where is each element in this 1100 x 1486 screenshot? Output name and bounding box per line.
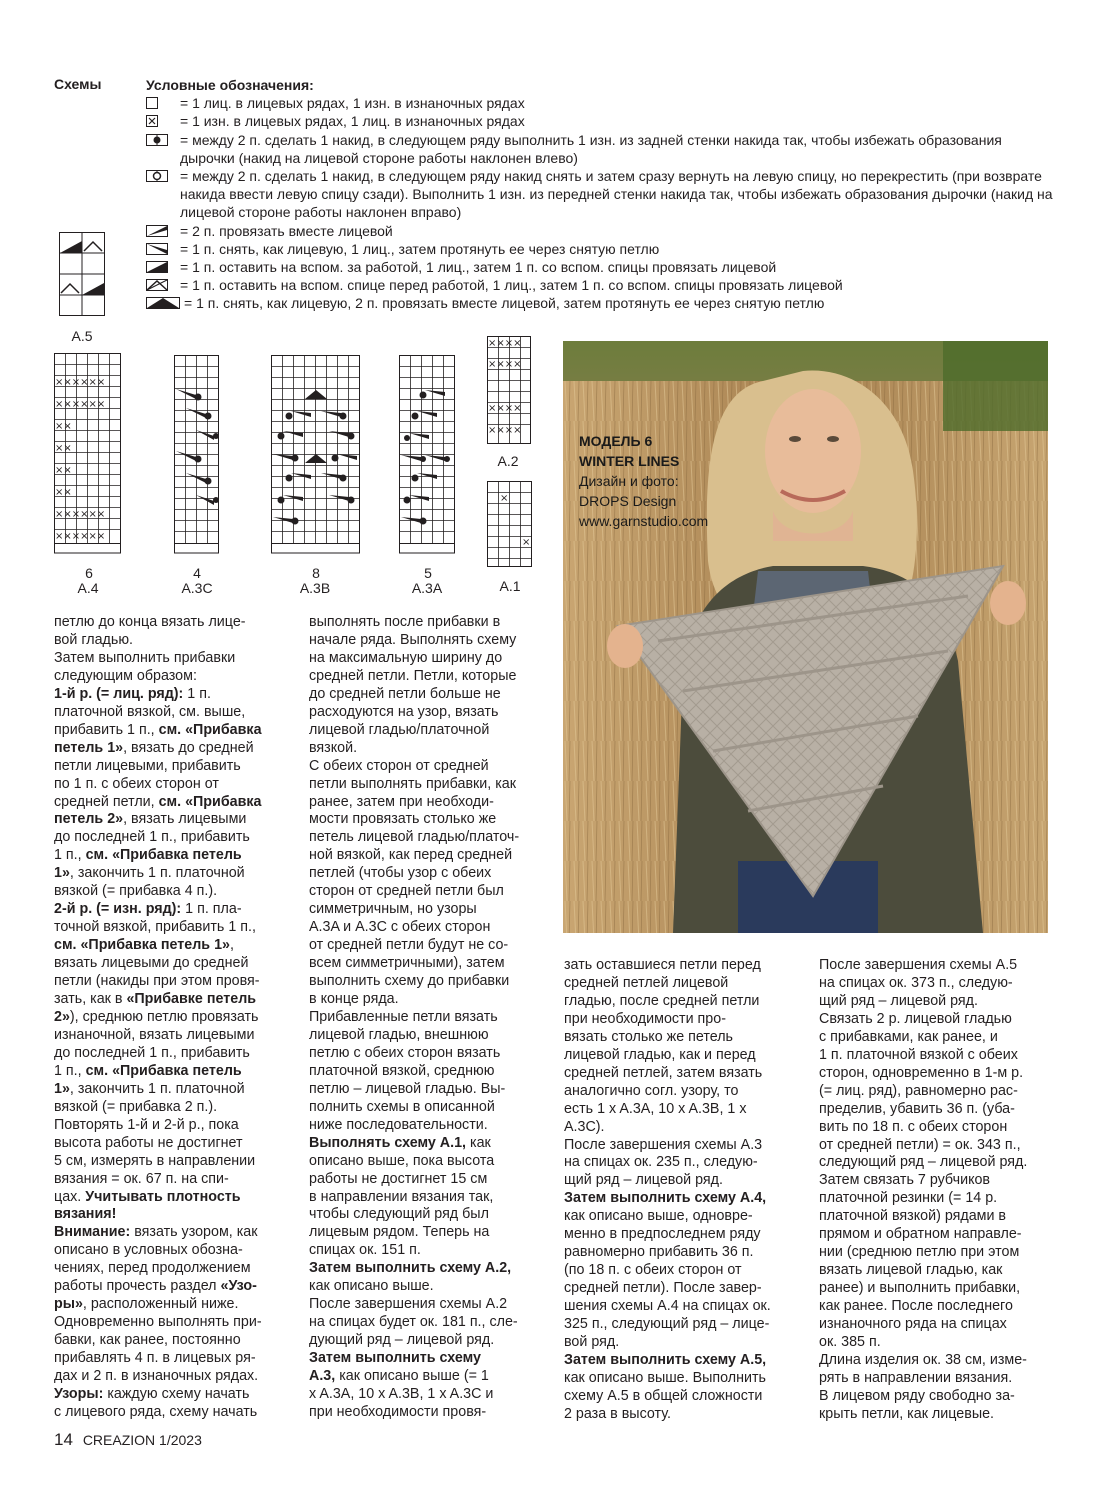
- text-line: 325 п., следующий ряд – лице-: [564, 1316, 770, 1333]
- text-line: После завершения схемы A.5: [819, 957, 1018, 973]
- text-line: на спицах ок. 373 п., следую-: [819, 974, 1013, 991]
- bold-text: 1»: [54, 865, 70, 882]
- knit-square-icon: [146, 94, 180, 112]
- legend-row: [146, 294, 1056, 312]
- chart-a3b: [271, 355, 361, 565]
- text: , расположенный ниже.: [82, 1296, 239, 1313]
- bold-text: 1-й р. (= лиц. ряд):: [54, 685, 184, 702]
- text-line: 2 раза в высоту.: [564, 1405, 671, 1422]
- purl-x-square-icon: [146, 112, 180, 130]
- text-line: [54, 1386, 294, 1404]
- text-line: [54, 1296, 294, 1314]
- text-line: вязания = ок. 67 п. на спи-: [54, 1170, 229, 1187]
- svg-text:×: ×: [500, 493, 509, 504]
- text-line: на максимальную ширину до: [309, 649, 503, 666]
- text-line: от средней петли будут не со-: [309, 937, 509, 954]
- text-line: Длина изделия ок. 38 см, изме-: [819, 1351, 1027, 1368]
- text-line: от средней петли) = ок. 343 п.,: [819, 1136, 1021, 1153]
- page-footer: [54, 1430, 202, 1450]
- text-line: сторон, одновременно в 1-м р.: [819, 1064, 1024, 1081]
- text-line: следующий ряд – лицевой ряд.: [819, 1154, 1028, 1171]
- legend-text: = 2 п. провязать вместе лицевой: [180, 222, 393, 239]
- text-line: платочной резинки (= 14 р.: [819, 1190, 998, 1207]
- text-line: прямом и обратном направле-: [819, 1226, 1022, 1243]
- bold-text: «Прибавке петель: [126, 991, 257, 1008]
- text-line: как описано выше.: [309, 1278, 434, 1295]
- text-line: начале ряда. Выполнять схему: [309, 631, 517, 648]
- text-line: как описано выше. Выполнить: [564, 1369, 766, 1386]
- text-line: выполнять после прибавки в: [309, 614, 501, 630]
- text-line: аналогично согл. узору, то: [564, 1082, 739, 1099]
- text-line: ной вязкой, как перед средней: [309, 847, 513, 864]
- text-line: вязкой.: [309, 739, 358, 756]
- text-line: вить по 18 п. с обеих сторон: [819, 1118, 1008, 1135]
- text-line: платочной вязкой) рядами в: [819, 1208, 1007, 1225]
- text-line: на спицах будет ок. 181 п., сле-: [309, 1314, 518, 1331]
- text-line: до средней петли больше не: [309, 685, 501, 702]
- text: как: [466, 1134, 491, 1151]
- text-line: нии (среднюю петлю при этом: [819, 1244, 1020, 1261]
- magazine-issue: CREAZION 1/2023: [82, 1432, 202, 1448]
- text-line: как описано выше, одновре-: [564, 1208, 753, 1225]
- bold-text: вязания!: [54, 1206, 117, 1223]
- text-line: с лицевого ряда, схему начать: [54, 1403, 258, 1420]
- svg-text:××: ××: [55, 487, 72, 498]
- bold-text: Учитывать плотность: [85, 1188, 241, 1205]
- text-line: чениях, перед продолжением: [54, 1260, 251, 1277]
- chart-count-a3a: 5: [424, 565, 432, 581]
- text-line: пределив, убавить 36 п. (уба-: [819, 1100, 1015, 1117]
- text-line: [54, 847, 294, 865]
- bold-text: петель 1»: [54, 739, 124, 756]
- text-line: дующий ряд – лицевой ряд.: [309, 1332, 495, 1349]
- text-line: прибавлять 4 п. в лицевых ря-: [54, 1350, 256, 1367]
- text-line: [564, 1190, 804, 1208]
- text-line: вой гладью.: [54, 631, 134, 648]
- chart-count-a4: 6: [85, 565, 93, 581]
- legend-text: = 1 п. оставить на вспом. за работой, 1 лиц., затем 1 п. со вспом. спицы провязать лицевой: [180, 259, 777, 276]
- bold-text: Затем выполнить схему A.5,: [564, 1351, 767, 1368]
- text-line: на спицах ок. 235 п., следую-: [564, 1154, 758, 1171]
- text-line: Повторять 1-й и 2-й р., пока: [54, 1116, 239, 1133]
- text-line: 5 см, измерять в направлении: [54, 1152, 256, 1169]
- svg-text:××××××: ××××××: [55, 399, 106, 410]
- legend-row: [146, 167, 1056, 222]
- text-line: зать оставшиеся петли перед: [564, 957, 761, 973]
- text-line: петли (накиды при этом провя-: [54, 973, 260, 990]
- chart-count-a3b: 8: [312, 565, 320, 581]
- text-line: как ранее. После последнего: [819, 1298, 1013, 1315]
- legend-text: = 1 лиц. в лицевых рядах, 1 изн. в изнаночных рядах: [180, 95, 525, 112]
- svg-text:××××: ××××: [488, 359, 522, 370]
- legend-text: = 1 п. оставить на вспом. спице перед работой, 1 лиц., затем 1 п. со вспом. спицы провязать лицевой: [180, 277, 843, 294]
- text-line: петли лицевыми, прибавить: [54, 757, 241, 774]
- text: ), среднюю петлю провязать: [69, 1008, 259, 1025]
- text-line: петлю – лицевой гладью. Вы-: [309, 1080, 506, 1097]
- text: , закончить 1 п. платочной: [69, 1080, 245, 1097]
- bold-text: петель 2»: [54, 811, 124, 828]
- legend-text: = 1 п. снять, как лицевую, 2 п. провязать вместе лицевой, затем протянуть ее через снятую петлю: [184, 295, 825, 312]
- svg-text:××××××: ××××××: [55, 531, 106, 542]
- chart-count-a3c: 4: [193, 565, 201, 581]
- legend-text: = между 2 п. сделать 1 накид, в следующем ряду выполнить 1 изн. из задней стенки накида так, чтобы избежать образования дырочки (накид на лицевой стороне работы наклонен влево): [180, 131, 1002, 166]
- bold-text: A.3,: [309, 1368, 336, 1385]
- text: 1 п.,: [54, 847, 86, 864]
- text-line: высота работы не достигнет: [54, 1134, 243, 1151]
- sk2p-icon: [146, 294, 184, 312]
- text-line: с прибавками, как ранее, и: [819, 1028, 998, 1045]
- text-line: Затем связать 7 рубчиков: [819, 1172, 991, 1189]
- credit-label: Дизайн и фото:: [579, 473, 679, 489]
- website: www.garnstudio.com: [579, 513, 709, 529]
- chart-a4: [54, 353, 122, 563]
- legend-row: [146, 94, 1056, 112]
- text-line: [54, 794, 294, 812]
- text-line: дах и 2 п. в изнаночных рядах.: [54, 1368, 259, 1385]
- text-column-2: [309, 614, 549, 1422]
- text: как описано выше (= 1: [335, 1368, 489, 1385]
- text-line: петлей (чтобы узор с обеих: [309, 865, 492, 882]
- bold-text: Затем выполнить схему A.2,: [309, 1260, 512, 1277]
- text-line: в направлении вязания так,: [309, 1188, 494, 1205]
- text-line: изнаночной, вязать лицевыми: [54, 1026, 255, 1043]
- text-line: средней петлей, затем вязать: [564, 1064, 763, 1081]
- photo-caption: [579, 431, 708, 531]
- text-line: [54, 686, 294, 704]
- text-line: спицах ок. 151 п.: [309, 1242, 421, 1259]
- text-line: менно в предпоследнем ряду: [564, 1226, 761, 1243]
- text-line: вязать лицевыми до средней: [54, 955, 249, 972]
- text-line: шения схемы A.4 на спицах ок.: [564, 1298, 771, 1315]
- bold-text: 2»: [54, 1008, 70, 1025]
- text-line: изнаночного ряда на спицах: [819, 1316, 1007, 1333]
- text: 1 п.,: [54, 1062, 86, 1079]
- bold-text: см. «Прибавка: [158, 721, 262, 738]
- bold-text: ры»: [54, 1296, 83, 1313]
- text-line: вязкой (= прибавка 4 п.).: [54, 883, 218, 900]
- text-line: Одновременно выполнять при-: [54, 1314, 262, 1331]
- text-line: [54, 937, 294, 955]
- text-line: 1 п. платочной вязкой с обеих: [819, 1046, 1018, 1063]
- text: , вязать до средней: [123, 739, 254, 756]
- text-line: средней петли). После завер-: [564, 1280, 762, 1297]
- bold-text: 2-й р. (= изн. ряд):: [54, 901, 182, 918]
- text-line: при необходимости про-: [564, 1010, 726, 1027]
- text-line: [309, 1368, 549, 1386]
- text-line: [54, 865, 294, 883]
- text-line: сторон от средней петли был: [309, 883, 504, 900]
- text-line: ранее) и выполнить прибавки,: [819, 1280, 1021, 1297]
- legend-row: [146, 240, 1056, 258]
- text-line: гладью, после средней петли: [564, 992, 760, 1009]
- text-line: по 1 п. с обеих сторон от: [54, 775, 219, 792]
- text-line: средней петлей лицевой: [564, 974, 729, 991]
- legend-row: [146, 258, 1056, 276]
- legend: [146, 76, 1056, 313]
- text-line: платочной вязкой, среднюю: [309, 1062, 495, 1079]
- bold-text: Узоры:: [54, 1385, 104, 1402]
- text-line: [309, 1135, 549, 1153]
- text-column-1: [54, 614, 294, 1422]
- text-line: ранее, затем при необходи-: [309, 793, 494, 810]
- text-line: до последней 1 п., прибавить: [54, 1044, 250, 1061]
- legend-row: [146, 112, 1056, 130]
- bold-text: Внимание:: [54, 1224, 131, 1241]
- text-line: лицевой гладью, внешнюю: [309, 1026, 489, 1043]
- text: прибавить 1 п.,: [54, 721, 159, 738]
- text-line: петель лицевой гладью/платоч-: [309, 829, 520, 846]
- text-line: Затем выполнить прибавки: [54, 649, 236, 666]
- text-line: петли выполнять прибавки, как: [309, 775, 516, 792]
- yarn-over-left-icon: [146, 131, 180, 149]
- text-line: лицевым рядом. Теперь на: [309, 1224, 490, 1241]
- text: , вязать лицевыми: [123, 811, 247, 828]
- text-line: [54, 991, 294, 1009]
- chart-a5: [59, 232, 107, 316]
- text-line: крыть петли, как лицевые.: [819, 1405, 995, 1422]
- text-line: есть 1 x A.3A, 10 x A.3B, 1 x: [564, 1100, 747, 1117]
- text-line: x A.3A, 10 x A.3B, 1 x A.3C и: [309, 1385, 494, 1402]
- chart-a2: [487, 336, 531, 446]
- text-line: В лицевом ряду свободно за-: [819, 1387, 1015, 1404]
- text-line: A.3C).: [564, 1118, 605, 1135]
- text: каждую схему начать: [103, 1385, 250, 1402]
- text: вязать узором, как: [130, 1224, 258, 1241]
- text-line: (по 18 п. с обеих сторон от: [564, 1262, 742, 1279]
- text: 1 п.: [183, 685, 211, 702]
- chart-label-a1: A.1: [499, 578, 521, 594]
- text-line: Прибавленные петли вязать: [309, 1008, 498, 1025]
- text-line: в конце ряда.: [309, 991, 399, 1008]
- legend-row: [146, 276, 1056, 294]
- text-column-4: [819, 957, 1059, 1424]
- text-line: чтобы следующий ряд был: [309, 1206, 489, 1223]
- text-line: выполнить схему до прибавки: [309, 973, 510, 990]
- chart-label-a3c: A.3C: [181, 580, 213, 596]
- text: средней петли,: [54, 793, 159, 810]
- text-line: вязать столько же петель: [564, 1028, 734, 1045]
- text-line: рять в направлении вязания.: [819, 1369, 1013, 1386]
- text: 1 п. пла-: [181, 901, 242, 918]
- text-line: мости провязать столько же: [309, 811, 497, 828]
- text-line: (= лиц. ряд), равномерно рас-: [819, 1082, 1018, 1099]
- page-number: 14: [54, 1430, 73, 1449]
- text-line: вязкой (= прибавка 2 п.).: [54, 1098, 218, 1115]
- text-line: схему A.5 в общей сложности: [564, 1387, 763, 1404]
- text-line: бавки, как ранее, постоянно: [54, 1332, 241, 1349]
- legend-text: = 1 п. снять, как лицевую, 1 лиц., затем протянуть ее через снятую петлю: [180, 240, 660, 257]
- text-line: описано выше, пока высота: [309, 1152, 495, 1169]
- text-line: вой ряд.: [564, 1334, 620, 1351]
- svg-text:××××: ××××: [488, 403, 522, 414]
- text: цах.: [54, 1188, 86, 1205]
- text-line: [309, 1260, 549, 1278]
- designer-name: DROPS Design: [579, 493, 677, 509]
- bold-text: Выполнять схему A.1,: [309, 1134, 467, 1151]
- text-line: [54, 1009, 294, 1027]
- svg-text:××: ××: [55, 465, 72, 476]
- section-title: Схемы: [54, 76, 102, 92]
- text-line: [54, 811, 294, 829]
- text: зать, как в: [54, 991, 127, 1008]
- svg-text:××××: ××××: [488, 425, 522, 436]
- text-line: средней петли. Петли, которые: [309, 667, 517, 684]
- text-line: описано в условных обозна-: [54, 1242, 243, 1259]
- legend-text: = 1 изн. в лицевых рядах, 1 лиц. в изнаночных рядах: [180, 113, 525, 130]
- text-line: лицевой гладью/платочной: [309, 721, 490, 738]
- text-line: [54, 1206, 294, 1224]
- text-line: симметричным, но узоры: [309, 901, 477, 918]
- chart-a3c: [174, 355, 220, 565]
- text-line: [54, 1189, 294, 1207]
- legend-row: [146, 222, 1056, 240]
- yarn-over-right-icon: [146, 167, 180, 185]
- text: , закончить 1 п. платочной: [69, 865, 245, 882]
- bold-text: Затем выполнить схему A.4,: [564, 1190, 767, 1207]
- text-line: петлю с обеих сторон вязать: [309, 1044, 501, 1061]
- k2tog-icon: [146, 222, 180, 240]
- text-line: ниже последовательности.: [309, 1116, 488, 1133]
- legend-title: Условные обозначения:: [146, 77, 314, 93]
- bold-text: см. «Прибавка петель: [85, 1062, 242, 1079]
- chart-label-a3b: A.3B: [299, 580, 331, 596]
- text-line: щий ряд – лицевой ряд.: [564, 1172, 723, 1189]
- legend-row: [146, 131, 1056, 167]
- chart-label-a2: A.2: [497, 453, 519, 469]
- svg-text:×: ×: [522, 537, 531, 548]
- text-line: точной вязкой, прибавить 1 п.,: [54, 919, 256, 936]
- text-line: [564, 1352, 804, 1370]
- text-line: равномерно прибавить 36 п.: [564, 1244, 754, 1261]
- legend-text: = между 2 п. сделать 1 накид, в следующем ряду накид снять и затем сразу вернуть на левую спицу, но перекрестить (при возврате накида ввести левую спицу сзади). Выполнить 1 изн. из передней стенки накида так, чтобы избежать образования дырочки (накид на лицевой стороне работы наклонен вправо): [180, 168, 1053, 221]
- model-photo: [563, 341, 1048, 933]
- cable-front-icon: [146, 276, 180, 294]
- text-line: следующим образом:: [54, 667, 197, 684]
- text-line: щий ряд – лицевой ряд.: [819, 992, 978, 1009]
- text-line: Связать 2 р. лицевой гладью: [819, 1010, 1012, 1027]
- bold-text: см. «Прибавка петель 1»: [54, 937, 230, 954]
- text-line: петлю до конца вязать лице-: [54, 614, 246, 630]
- text-line: лицевой гладью, как и перед: [564, 1046, 756, 1063]
- svg-text:××××: ××××: [488, 338, 522, 349]
- model-number: МОДЕЛЬ 6: [579, 433, 653, 449]
- text-line: После завершения схемы A.2: [309, 1296, 508, 1313]
- text-line: [54, 1081, 294, 1099]
- chart-label-a5: A.5: [71, 328, 93, 344]
- text-line: [54, 901, 294, 919]
- text-line: [54, 740, 294, 758]
- text-line: [54, 1278, 294, 1296]
- text-line: После завершения схемы A.3: [564, 1136, 763, 1153]
- text-line: [54, 722, 294, 740]
- bold-text: см. «Прибавка петель: [85, 847, 242, 864]
- text-line: работы не достигнет 15 см: [309, 1170, 488, 1187]
- text-line: всем симметричными), затем: [309, 955, 505, 972]
- text-line: [54, 1224, 294, 1242]
- chart-a1: [487, 481, 533, 569]
- text-line: расходуются на узор, вязать: [309, 703, 499, 720]
- svg-text:××××××: ××××××: [55, 509, 106, 520]
- svg-text:××: ××: [55, 421, 72, 432]
- bold-text: 1»: [54, 1080, 70, 1097]
- text-line: полнить схемы в описанной: [309, 1098, 495, 1115]
- text-line: A.3A и A.3C с обеих сторон: [309, 919, 491, 936]
- svg-text:××××××: ××××××: [55, 377, 106, 388]
- ssk-icon: [146, 240, 180, 258]
- text-line: платочной вязкой, см. выше,: [54, 703, 246, 720]
- text-column-3: [564, 957, 804, 1424]
- text: ,: [229, 937, 234, 954]
- bold-text: «Узо-: [220, 1278, 257, 1295]
- text-line: С обеих сторон от средней: [309, 757, 489, 774]
- text-line: при необходимости провя-: [309, 1403, 487, 1420]
- bold-text: см. «Прибавка: [158, 793, 262, 810]
- cable-back-icon: [146, 258, 180, 276]
- text-line: вязать лицевой гладью, как: [819, 1262, 1003, 1279]
- model-name: WINTER LINES: [579, 453, 680, 469]
- chart-label-a3a: A.3A: [411, 580, 443, 596]
- chart-label-a4: A.4: [77, 580, 99, 596]
- text-line: [309, 1350, 549, 1368]
- text-line: до последней 1 п., прибавить: [54, 829, 250, 846]
- svg-text:××: ××: [55, 443, 72, 454]
- chart-a3a: [399, 355, 457, 565]
- text-line: ок. 385 п.: [819, 1334, 881, 1351]
- text: работы прочесть раздел: [54, 1278, 221, 1295]
- bold-text: Затем выполнить схему: [309, 1350, 481, 1367]
- text-line: [54, 1063, 294, 1081]
